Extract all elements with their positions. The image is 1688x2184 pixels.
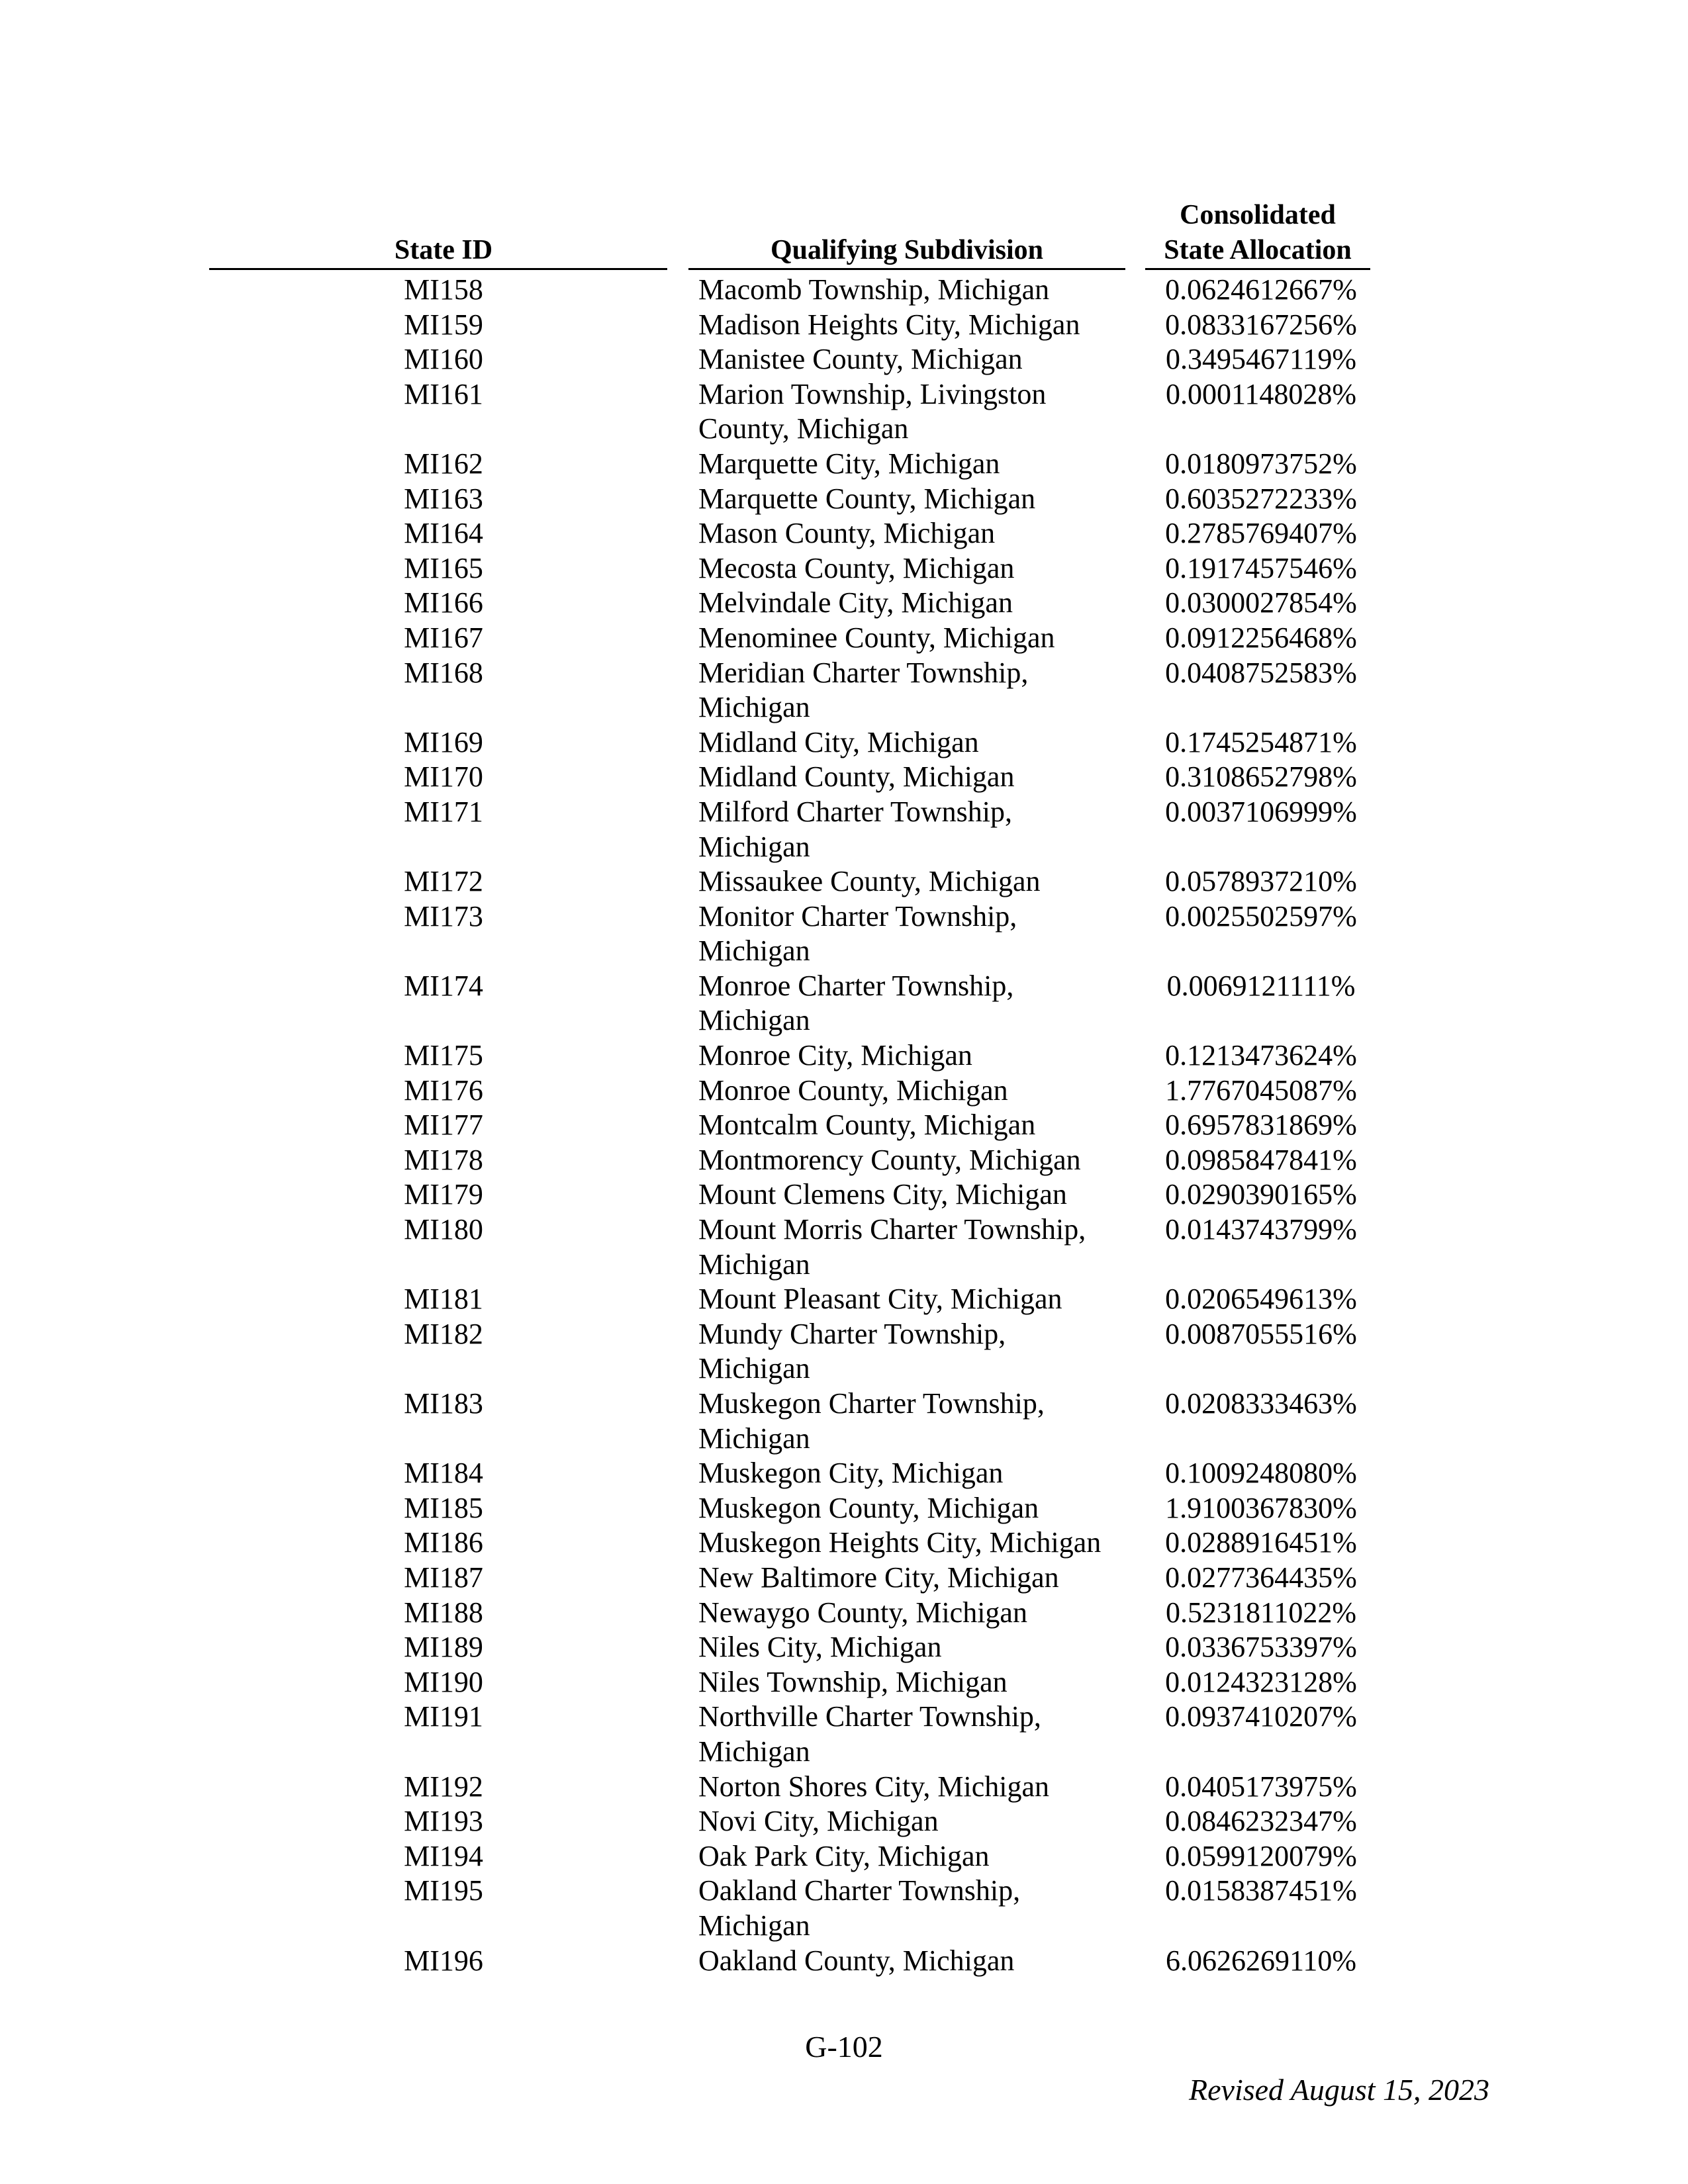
subdivision-line: Marion Township, Livingston	[698, 377, 1047, 410]
subdivision-cell	[698, 1770, 1135, 1805]
state-id-cell: MI165	[404, 551, 483, 584]
subdivision-cell	[698, 1282, 1135, 1317]
state-id-cell: MI191	[404, 1700, 483, 1733]
header-qualifying-subdivision: Qualifying Subdivision	[770, 235, 1044, 265]
subdivision-line: Montmorency County, Michigan	[698, 1143, 1081, 1176]
allocation-cell: 0.0624612667%	[1165, 273, 1357, 306]
allocation-cell: 0.0037106999%	[1165, 795, 1357, 828]
subdivision-line: Michigan	[698, 691, 810, 724]
header-allocation-line-1: Consolidated	[1180, 200, 1336, 230]
table-row	[0, 969, 1688, 1038]
subdivision-line: Madison Heights City, Michigan	[698, 308, 1080, 341]
subdivision-cell	[698, 1491, 1135, 1526]
subdivision-cell	[698, 377, 1135, 447]
table-row	[0, 1839, 1688, 1874]
allocation-cell: 0.0158387451%	[1165, 1874, 1357, 1907]
subdivision-line: Monroe Charter Township,	[698, 969, 1014, 1002]
state-id-cell: MI195	[404, 1874, 483, 1907]
subdivision-line: Milford Charter Township,	[698, 795, 1012, 828]
allocation-cell: 0.0937410207%	[1165, 1700, 1357, 1733]
allocation-cell: 0.0208333463%	[1165, 1387, 1357, 1420]
state-id-cell: MI164	[404, 517, 483, 550]
subdivision-line: Michigan	[698, 1422, 810, 1455]
allocation-cell: 0.0180973752%	[1165, 447, 1357, 480]
table-row	[0, 1804, 1688, 1839]
subdivision-line: Michigan	[698, 1004, 810, 1037]
state-id-cell: MI194	[404, 1839, 483, 1872]
table-row	[0, 516, 1688, 551]
subdivision-line: County, Michigan	[698, 412, 909, 445]
subdivision-cell	[698, 760, 1135, 795]
allocation-cell: 0.0290390165%	[1165, 1178, 1357, 1211]
table-row	[0, 760, 1688, 795]
subdivision-line: Mason County, Michigan	[698, 517, 996, 550]
subdivision-line: Mount Morris Charter Township,	[698, 1213, 1086, 1246]
subdivision-line: Oak Park City, Michigan	[698, 1839, 990, 1872]
state-id-cell: MI171	[404, 795, 483, 828]
subdivision-line: Michigan	[698, 1735, 810, 1768]
subdivision-line: Midland City, Michigan	[698, 725, 979, 758]
allocation-cell: 0.0288916451%	[1165, 1526, 1357, 1559]
table-row	[0, 342, 1688, 377]
subdivision-line: Newaygo County, Michigan	[698, 1596, 1027, 1629]
subdivision-cell	[698, 342, 1135, 377]
table-row	[0, 1456, 1688, 1491]
subdivision-cell	[698, 516, 1135, 551]
table-row	[0, 1596, 1688, 1631]
allocation-cell: 0.0300027854%	[1165, 586, 1357, 619]
table-row	[0, 586, 1688, 621]
state-id-cell: MI183	[404, 1387, 483, 1420]
table-row	[0, 482, 1688, 517]
subdivision-cell	[698, 1108, 1135, 1143]
state-id-cell: MI179	[404, 1178, 483, 1211]
subdivision-line: Monitor Charter Township,	[698, 899, 1017, 933]
table-row	[0, 1525, 1688, 1561]
allocation-cell: 0.1213473624%	[1165, 1039, 1357, 1072]
state-id-cell: MI169	[404, 725, 483, 758]
subdivision-line: Muskegon County, Michigan	[698, 1491, 1039, 1524]
table-row	[0, 1770, 1688, 1805]
subdivision-line: Michigan	[698, 1248, 810, 1281]
state-id-cell: MI196	[404, 1944, 483, 1977]
state-id-cell: MI180	[404, 1213, 483, 1246]
state-id-cell: MI170	[404, 760, 483, 794]
table-row	[0, 1108, 1688, 1143]
subdivision-cell	[698, 1665, 1135, 1700]
state-id-cell: MI177	[404, 1109, 483, 1142]
subdivision-cell	[698, 1944, 1135, 1979]
page-number: G-102	[805, 2030, 883, 2064]
subdivision-cell	[698, 725, 1135, 760]
table-row	[0, 1561, 1688, 1596]
table-row	[0, 551, 1688, 586]
allocation-cell: 0.0336753397%	[1165, 1631, 1357, 1664]
state-id-cell: MI178	[404, 1143, 483, 1176]
subdivision-cell	[698, 795, 1135, 864]
state-id-cell: MI162	[404, 447, 483, 480]
allocation-cell: 0.0277364435%	[1165, 1561, 1357, 1594]
revision-date: Revised August 15, 2023	[1189, 2073, 1489, 2107]
table-row	[0, 447, 1688, 482]
state-id-cell: MI176	[404, 1073, 483, 1107]
subdivision-cell	[698, 586, 1135, 621]
subdivision-cell	[698, 969, 1135, 1038]
subdivision-cell	[698, 1874, 1135, 1943]
state-id-cell: MI186	[404, 1526, 483, 1559]
table-row	[0, 795, 1688, 864]
subdivision-line: Midland County, Michigan	[698, 760, 1015, 794]
table-row	[0, 1387, 1688, 1456]
subdivision-line: Niles Township, Michigan	[698, 1665, 1008, 1698]
state-id-cell: MI172	[404, 865, 483, 898]
allocation-cell: 0.0025502597%	[1165, 899, 1357, 933]
subdivision-cell	[698, 447, 1135, 482]
state-id-cell: MI182	[404, 1317, 483, 1350]
allocation-cell: 0.0578937210%	[1165, 865, 1357, 898]
allocation-cell: 0.5231811022%	[1165, 1596, 1357, 1629]
subdivision-line: Monroe City, Michigan	[698, 1039, 972, 1072]
state-id-cell: MI163	[404, 482, 483, 515]
table-row	[0, 899, 1688, 969]
state-id-cell: MI190	[404, 1665, 483, 1698]
subdivision-line: Marquette County, Michigan	[698, 482, 1036, 515]
table-row	[0, 1143, 1688, 1178]
table-row	[0, 1073, 1688, 1109]
state-id-cell: MI166	[404, 586, 483, 619]
allocation-cell: 1.9100367830%	[1165, 1491, 1357, 1524]
table-row	[0, 1630, 1688, 1665]
allocation-cell: 0.0206549613%	[1165, 1283, 1357, 1316]
allocation-cell: 1.7767045087%	[1165, 1073, 1357, 1107]
table-row	[0, 273, 1688, 308]
table-row	[0, 864, 1688, 899]
allocation-cell: 6.0626269110%	[1165, 1944, 1357, 1977]
state-id-cell: MI158	[404, 273, 483, 306]
state-id-cell: MI174	[404, 969, 483, 1002]
allocation-cell: 0.6035272233%	[1165, 482, 1357, 515]
table-row	[0, 1282, 1688, 1317]
allocation-cell: 0.1917457546%	[1165, 551, 1357, 584]
subdivision-cell	[698, 1561, 1135, 1596]
allocation-cell: 0.0405173975%	[1165, 1770, 1357, 1803]
allocation-cell: 0.0912256468%	[1165, 621, 1357, 654]
subdivision-cell	[698, 551, 1135, 586]
allocation-cell: 0.6957831869%	[1165, 1109, 1357, 1142]
state-id-cell: MI184	[404, 1457, 483, 1490]
subdivision-cell	[698, 482, 1135, 517]
subdivision-line: Montcalm County, Michigan	[698, 1109, 1036, 1142]
subdivision-line: Mecosta County, Michigan	[698, 551, 1015, 584]
subdivision-line: Norton Shores City, Michigan	[698, 1770, 1049, 1803]
header-state-id: State ID	[394, 235, 493, 265]
header-underline-state-id	[209, 268, 667, 270]
allocation-cell: 0.1745254871%	[1165, 725, 1357, 758]
subdivision-line: Oakland Charter Township,	[698, 1874, 1021, 1907]
state-id-cell: MI173	[404, 899, 483, 933]
table-row	[0, 308, 1688, 343]
subdivision-line: Manistee County, Michigan	[698, 343, 1023, 376]
allocation-cell: 0.1009248080%	[1165, 1457, 1357, 1490]
subdivision-cell	[698, 1143, 1135, 1178]
subdivision-line: Muskegon Heights City, Michigan	[698, 1526, 1102, 1559]
subdivision-line: Michigan	[698, 1909, 810, 1942]
subdivision-cell	[698, 1387, 1135, 1456]
state-id-cell: MI167	[404, 621, 483, 654]
allocation-cell: 0.0408752583%	[1165, 656, 1357, 689]
state-id-cell: MI160	[404, 343, 483, 376]
subdivision-line: Missaukee County, Michigan	[698, 865, 1041, 898]
table-row	[0, 1177, 1688, 1212]
allocation-cell: 0.0846232347%	[1165, 1805, 1357, 1838]
subdivision-line: Mount Pleasant City, Michigan	[698, 1283, 1062, 1316]
state-id-cell: MI185	[404, 1491, 483, 1524]
allocation-cell: 0.0985847841%	[1165, 1143, 1357, 1176]
allocation-cell: 0.0069121111%	[1166, 969, 1356, 1002]
state-id-cell: MI168	[404, 656, 483, 689]
subdivision-line: Menominee County, Michigan	[698, 621, 1055, 654]
subdivision-line: Marquette City, Michigan	[698, 447, 1000, 480]
allocation-cell: 0.0599120079%	[1165, 1839, 1357, 1872]
subdivision-line: Northville Charter Township,	[698, 1700, 1041, 1733]
table-row	[0, 1700, 1688, 1769]
subdivision-cell	[698, 1525, 1135, 1561]
allocation-cell: 0.3108652798%	[1165, 760, 1357, 794]
state-id-cell: MI161	[404, 377, 483, 410]
subdivision-line: Michigan	[698, 1352, 810, 1385]
subdivision-line: Meridian Charter Township,	[698, 656, 1029, 689]
subdivision-cell	[698, 1456, 1135, 1491]
table-row	[0, 656, 1688, 725]
table-row	[0, 1317, 1688, 1387]
subdivision-line: Monroe County, Michigan	[698, 1073, 1008, 1107]
subdivision-line: Muskegon Charter Township,	[698, 1387, 1045, 1420]
table-row	[0, 1944, 1688, 1979]
state-id-cell: MI189	[404, 1631, 483, 1664]
table-row	[0, 1038, 1688, 1073]
header-underline-allocation	[1145, 268, 1370, 270]
header-underline-subdivision	[688, 268, 1125, 270]
table-row	[0, 1212, 1688, 1282]
subdivision-cell	[698, 1804, 1135, 1839]
table-row	[0, 377, 1688, 447]
subdivision-cell	[698, 1630, 1135, 1665]
state-id-cell: MI188	[404, 1596, 483, 1629]
subdivision-line: New Baltimore City, Michigan	[698, 1561, 1059, 1594]
subdivision-cell	[698, 864, 1135, 899]
table-row	[0, 725, 1688, 760]
subdivision-line: Muskegon City, Michigan	[698, 1457, 1004, 1490]
subdivision-cell	[698, 1317, 1135, 1387]
subdivision-line: Macomb Township, Michigan	[698, 273, 1050, 306]
subdivision-line: Michigan	[698, 934, 810, 968]
subdivision-line: Oakland County, Michigan	[698, 1944, 1015, 1977]
subdivision-line: Melvindale City, Michigan	[698, 586, 1013, 619]
subdivision-cell	[698, 1839, 1135, 1874]
allocation-cell: 0.0833167256%	[1165, 308, 1357, 341]
subdivision-cell	[698, 1700, 1135, 1769]
subdivision-cell	[698, 1596, 1135, 1631]
state-id-cell: MI181	[404, 1283, 483, 1316]
subdivision-cell	[698, 1177, 1135, 1212]
state-id-cell: MI192	[404, 1770, 483, 1803]
allocation-cell: 0.3495467119%	[1165, 343, 1357, 376]
subdivision-cell	[698, 899, 1135, 969]
table-row	[0, 1665, 1688, 1700]
allocation-cell: 0.0001148028%	[1165, 377, 1357, 410]
state-id-cell: MI193	[404, 1805, 483, 1838]
table-row	[0, 621, 1688, 656]
header-allocation-line-2: State Allocation	[1164, 235, 1352, 265]
subdivision-cell	[698, 1038, 1135, 1073]
subdivision-cell	[698, 621, 1135, 656]
allocation-cell: 0.0087055516%	[1165, 1317, 1357, 1350]
subdivision-cell	[698, 1212, 1135, 1282]
subdivision-line: Niles City, Michigan	[698, 1631, 942, 1664]
table-row	[0, 1491, 1688, 1526]
subdivision-line: Michigan	[698, 830, 810, 863]
subdivision-line: Mundy Charter Township,	[698, 1317, 1006, 1350]
subdivision-cell	[698, 1073, 1135, 1109]
allocation-cell: 0.2785769407%	[1165, 517, 1357, 550]
subdivision-cell	[698, 308, 1135, 343]
subdivision-line: Mount Clemens City, Michigan	[698, 1178, 1067, 1211]
allocation-table-body	[0, 273, 1688, 1978]
table-row	[0, 1874, 1688, 1943]
subdivision-line: Novi City, Michigan	[698, 1805, 939, 1838]
state-id-cell: MI159	[404, 308, 483, 341]
allocation-cell: 0.0124323128%	[1165, 1665, 1357, 1698]
subdivision-cell	[698, 273, 1135, 308]
allocation-cell: 0.0143743799%	[1165, 1213, 1357, 1246]
subdivision-cell	[698, 656, 1135, 725]
state-id-cell: MI175	[404, 1039, 483, 1072]
state-id-cell: MI187	[404, 1561, 483, 1594]
